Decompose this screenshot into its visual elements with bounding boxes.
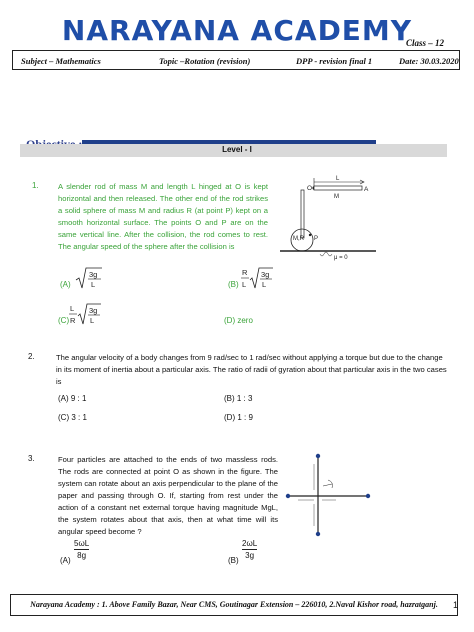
q1-option-c-label: (C) (58, 316, 70, 325)
q3-number: 3. (28, 454, 35, 463)
fig-label-A: A (364, 186, 369, 193)
svg-text:L: L (262, 280, 267, 289)
q3-option-b-denominator: 3g (242, 549, 257, 561)
fig-label-O: O (307, 185, 313, 192)
fig-label-P: P (314, 236, 319, 242)
q1-option-b-formula (241, 264, 275, 292)
fig-label-M: M (334, 194, 339, 200)
svg-text:3g: 3g (89, 306, 98, 315)
q2-option-a: (A) 9 : 1 (58, 394, 87, 403)
page-title: NARAYANA ACADEMY (61, 14, 413, 47)
svg-text:L: L (90, 316, 95, 325)
q1-option-b-label: (B) (228, 280, 239, 289)
q3-option-b-label: (B) (228, 556, 239, 565)
svg-text:L: L (91, 280, 96, 289)
q2-text: The angular velocity of a body changes from 9 rad/sec to 1 rad/sec without applying a torque but due to the change in its moment of inertia about a particular axis. The ratio of radii of gyration about that particular axis in the two cases is (56, 353, 447, 386)
dpp-label: DPP - revision final 1 (296, 56, 373, 66)
q1-option-a-label: (A) (60, 280, 71, 289)
q2-option-d: (D) 1 : 9 (224, 413, 253, 422)
q2-option-c: (C) 3 : 1 (58, 413, 87, 422)
q1-figure (276, 172, 386, 272)
q1-number: 1. (32, 181, 39, 190)
svg-text:L: L (70, 304, 75, 313)
q2-option-b: (B) 1 : 3 (224, 394, 253, 403)
fig-label-L: L (336, 176, 340, 182)
fig-label-MR: M,R (293, 236, 304, 242)
svg-text:3g: 3g (89, 270, 98, 279)
level-label: Level - I (222, 145, 252, 154)
q3-option-a-denominator: 8g (74, 549, 89, 561)
q3-option-b-numerator: 2ωL (242, 539, 258, 548)
q2-number: 2. (28, 352, 35, 361)
q3-option-a-numerator: 5ωL (74, 539, 90, 548)
svg-text:R: R (70, 316, 76, 325)
q3-option-a-label: (A) (60, 556, 71, 565)
svg-text:3g: 3g (261, 270, 270, 279)
subject-label: Subject – Mathematics (21, 56, 101, 66)
header-info-box (12, 50, 460, 70)
q3-option-a-formula (74, 538, 89, 561)
q1-option-c-formula (69, 300, 103, 328)
class-label: Class – 12 (405, 38, 444, 48)
q1-text: A slender rod of mass M and length L hinged at O is kept horizontal and then released. The other end of the rod strikes a solid sphere of mass M and radius R (at point P) kept on a smooth horizontal surface. The points O and P are on the same vertical line. After the collision, the rod comes to rest. The angular speed of the sphere after the collision is (58, 182, 268, 251)
q1-option-a-formula (74, 264, 104, 292)
q3-text: Four particles are attached to the ends of two massless rods. The rods are connected at point O as shown in the figure. The system can rotate about an axis perpendicular to the plane of the paper and passing through O. If, starting from rest under the action of a constant net external torque having magnitude MgL, the system rotates about that axis, then at what time will its angular speed become ? (58, 455, 278, 536)
footer-address: Narayana Academy : 1. Above Family Bazar, Near CMS, Goutinagar Extension – 226010, 2.Naval Kishor road, hazratganj. (10, 594, 458, 616)
q3-figure (282, 450, 374, 540)
fig-label-mu: μ = 0 (334, 255, 348, 261)
topic-label: Topic –Rotation (revision) (159, 56, 251, 66)
q3-option-b-formula (242, 538, 257, 561)
date-label: Date: 30.03.2020 (399, 56, 459, 66)
page-number: 1 (452, 600, 458, 610)
svg-text:R: R (242, 268, 248, 277)
q1-option-d: (D) zero (224, 316, 253, 325)
svg-text:L: L (242, 280, 247, 289)
